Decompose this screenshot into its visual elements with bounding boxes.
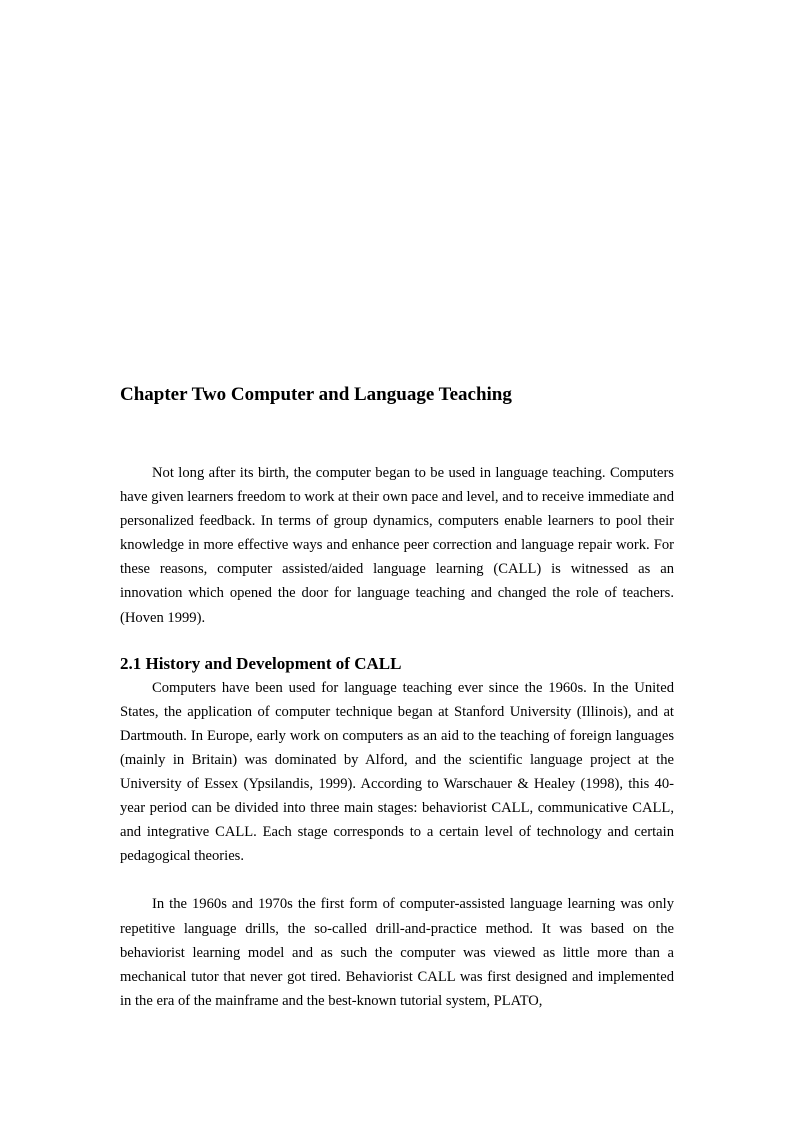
section-heading: 2.1 History and Development of CALL [120,653,402,673]
chapter-title: Chapter Two Computer and Language Teaching [120,384,512,405]
intro-paragraph: Not long after its birth, the computer began to be used in language teaching. Computers have given learners freedom to work at their own pace and level, and to receive immediate and personalized feedback. In terms of group dynamics, computers enable learners to pool their knowledge in more effective ways and enhance peer correction and language repair work. For these reasons, computer assisted/aided language learning (CALL) is witnessed as an innovation which opened the door for language teaching and changed the role of teachers.(Hoven 1999). [120,465,674,626]
section-paragraph-1: Computers have been used for language teaching ever since the 1960s. In the United States, the application of computer technique began at Stanford University (Illinois), and at Dartmouth. In Europe, early work on computers as an aid to the teaching of foreign languages (mainly in Britain) was dominated by Alford, and the scientific language project at the University of Essex (Ypsilandis, 1999). According to Warschauer & Healey (1998), this 40-year period can be divided into three main stages: behaviorist CALL, communicative CALL, and integrative CALL. Each stage corresponds to a certain level of technology and certain pedagogical theories. [120,679,674,865]
document-page [120,380,674,1013]
section-paragraph-2: In the 1960s and 1970s the first form of computer-assisted language learning was only repetitive language drills, the so-called drill-and-practice method. It was based on the behaviorist learning model and as such the computer was viewed as little more than a mechanical tutor that never got tired. Behaviorist CALL was first designed and implemented in the era of the mainframe and the best-known tutorial system, PLATO, [120,896,674,1009]
